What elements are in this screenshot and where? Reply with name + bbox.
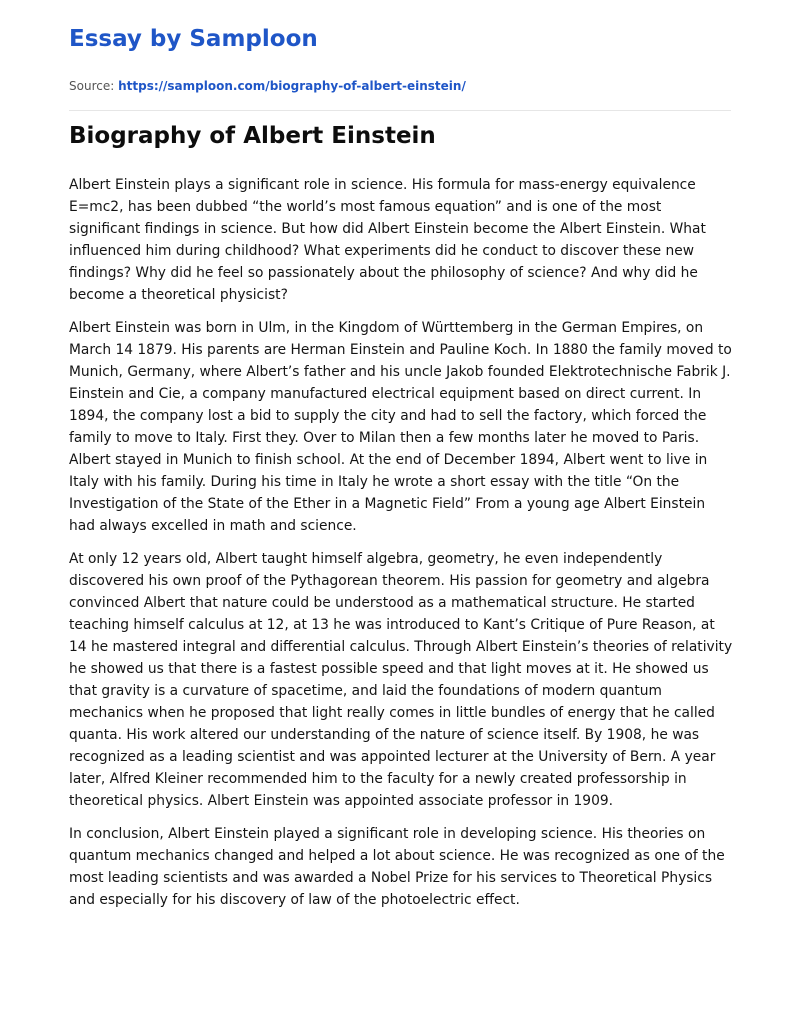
article-title: Biography of Albert Einstein [69, 123, 436, 149]
source-label: Source: [69, 79, 115, 93]
article-paragraph-2: Albert Einstein was born in Ulm, in the Kingdom of Württemberg in the German Empires, on March 14 1879. His parents are Herman Einstein and Pauline Koch. In 1880 the family moved to Munich, Germany, where Albert’s father and his uncle Jakob founded Elektrotechnische Fabrik J. Einstein and Cie, a company manufactured electrical equipment based on direct current. In 1894, the company lost a bid to supply the city and had to sell the factory, which forced the family to move to Italy. First they. Over to Milan then a few months later he moved to Paris. Albert stayed in Munich to finish school. At the end of December 1894, Albert went to live in Italy with his family. During his time in Italy he wrote a short essay with the title “On the Investigation of the State of the Ether in a Magnetic Field” From a young age Albert Einstein had always excelled in math and science. [69, 320, 732, 534]
source-link[interactable]: https://samploon.com/biography-of-albert-einstein/ [118, 79, 466, 93]
article-paragraph-3: At only 12 years old, Albert taught himself algebra, geometry, he even independently discovered his own proof of the Pythagorean theorem. His passion for geometry and algebra convinced Albert that nature could be understood as a mathematical structure. He started teaching himself calculus at 12, at 13 he was introduced to Kant’s Critique of Pure Reason, at 14 he mastered integral and differential calculus. Through Albert Einstein’s theories of relativity he showed us that there is a fastest possible speed and that light moves at it. He showed us that gravity is a curvature of spacetime, and laid the foundations of modern quantum mechanics when he proposed that light really comes in little bundles of energy that he called quanta. His work altered our understanding of the nature of science itself. By 1908, he was recognized as a leading scientist and was appointed lecturer at the University of Bern. A year later, Alfred Kleiner recommended him to the faculty for a newly created professorship in theoretical physics. Albert Einstein was appointed associate professor in 1909. [69, 551, 733, 809]
header-divider [69, 110, 731, 111]
article-paragraph-4: In conclusion, Albert Einstein played a significant role in developing science. His theories on quantum mechanics changed and helped a lot about science. He was recognized as one of the most leading scientists and was awarded a Nobel Prize for his services to Theoretical Physics and especially for his discovery of law of the photoelectric effect. [69, 826, 725, 908]
article-paragraph-1: Albert Einstein plays a significant role in science. His formula for mass-energy equivalence E=mc2, has been dubbed “the world’s most famous equation” and is one of the most significant findings in science. But how did Albert Einstein become the Albert Einstein. What influenced him during childhood? What experiments did he conduct to discover these new findings? Why did he feel so passionately about the philosophy of science? And why did he become a theoretical physicist? [69, 177, 706, 303]
source-line [69, 79, 466, 93]
site-brand[interactable]: Essay by Samploon [69, 26, 318, 52]
article-body [69, 174, 735, 922]
